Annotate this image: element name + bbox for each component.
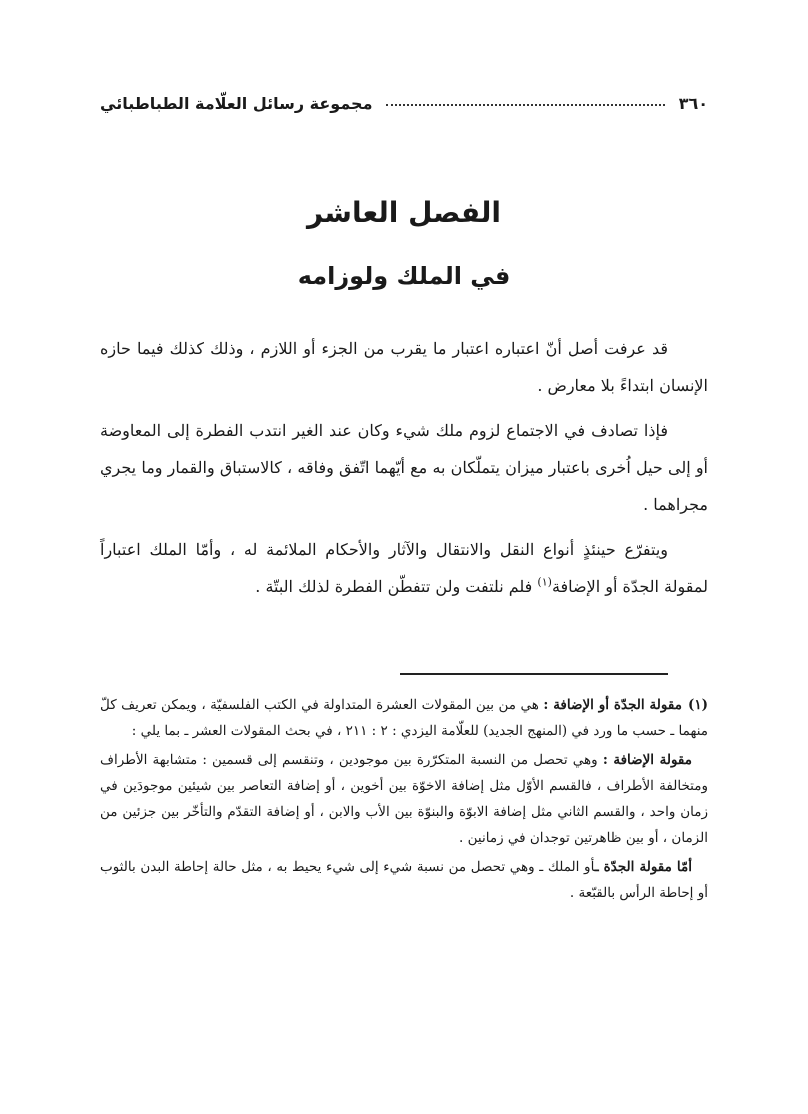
running-header [100,88,708,118]
footnote-paragraph-3 [100,854,708,906]
footnote-divider [400,673,668,675]
header-dot-leader [386,104,664,106]
footnote-text-1: هي من بين المقولات العشرة المتداولة في الكتب الفلسفيّة ، ويمكن تعريف كلّ منهما ـ حسب ما ورد في (المنهج الجديد) للعلّامة اليزدي : ٢ : ٢١١ ، في بحث المقولات العشر ـ بما يلي : [100,697,708,739]
footnote-text-2: وهي تحصل من النسبة المتكرّرة بين موجودين ، وتنقسم إلى قسمين : متشابهة الأطراف ومتخالفة الأطراف ، فالقسم الأوّل مثل إضافة الاخوّة بين أخوين ، أو إضافة التعاصر بين شيئين موجودَين في زمان واحد ، والقسم الثاني مثل إضافة الابوّة والبنوّة بين الأب والابن ، أو إضافة التقدّم والتأخّر بين جزئين من الزمان ، أو بين ظاهرتين توجدان في زمانين . [100,752,708,846]
paragraph-3-text: ويتفرّع حينئذٍ أنواع النقل والانتقال والآثار والأحكام الملائمة له ، وأمّا الملك اعتباراً لمقولة الجدّة أو الإضافة [100,540,708,596]
page-number: ٣٦٠ [678,93,708,113]
paragraph-2: فإذا تصادف في الاجتماع لزوم ملك شيء وكان عند الغير انتدب الفطرة إلى المعاوضة أو إلى حيل اُخرى باعتبار ميزان يتملّكان به مع أيّهما اتّفق وفاقه ، كالاستباق والقمار وما يجري مجراهما . [100,421,708,514]
footnote-term-2: مقولة الإضافة : [602,752,692,768]
footnote-term-1: مقولة الجدّة أو الإضافة : [543,697,682,713]
footnote-1 [100,692,708,744]
footnote-text-3: أو الملك ـ وهي تحصل من نسبة شيء إلى شيء يحيط به ، مثل حالة إحاطة البدن بالثوب أو إحاطة الرأس بالقبّعة . [100,859,708,901]
footnote-term-3: أمّا مقولة الجدّة ـ [594,859,692,875]
chapter-title: الفصل العاشر [307,196,501,229]
paragraph-3-text-end: فلم نلتفت ولن تتفطّن الفطرة لذلك البتّة . [255,577,538,596]
footnotes [100,692,708,909]
footnote-number: (١) [687,697,708,713]
paragraph-3 [100,531,708,605]
footnote-paragraph-2 [100,747,708,851]
footnote-reference[interactable]: (١) [537,575,552,589]
book-title: مجموعة رسائل العلّامة الطباطبائي [100,93,373,113]
body-text [100,330,708,613]
paragraph-1: قد عرفت أصل أنّ اعتباره اعتبار ما يقرب من الجزء أو اللازم ، وذلك كذلك فيما حازه الإنسان ابتداءً بلا معارض . [100,339,708,395]
chapter-subtitle: في الملك ولوزامه [297,262,511,290]
